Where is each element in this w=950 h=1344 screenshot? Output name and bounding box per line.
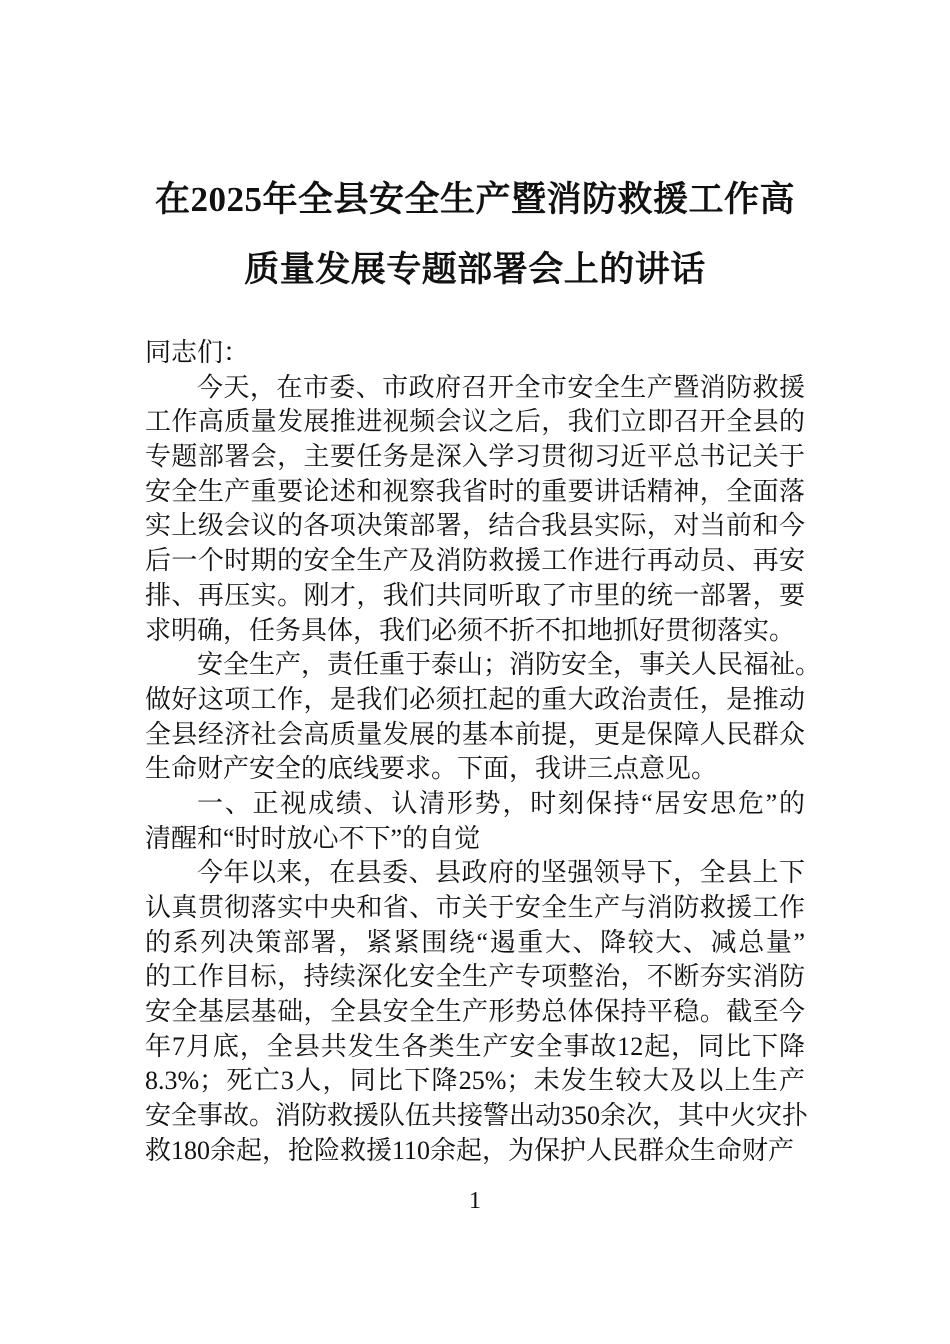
text-line: 安全生产重要论述和视察我省时的重要讲话精神，全面落 (145, 476, 805, 506)
text-line: 8.3%；死亡3人，同比下降25%；未发生较大及以上生产 (145, 1066, 805, 1096)
text-line: 安全事故。消防救援队伍共接警出动350余次，其中火灾扑 (145, 1101, 809, 1131)
text-line: 年7月底，全县共发生各类生产安全事故12起，同比下降 (145, 1031, 805, 1061)
text-line: 的系列决策部署，紧紧围绕“遏重大、降较大、减总量” (145, 927, 805, 957)
paragraph (145, 856, 809, 1168)
paragraph (145, 371, 805, 649)
text-line: 一、正视成绩、认清形势，时刻保持“居安思危”的 (197, 788, 805, 818)
salutation (145, 336, 805, 371)
section-heading (145, 787, 805, 856)
text-line: 实上级会议的各项决策部署，结合我县实际，对当前和今 (145, 511, 805, 541)
text-line: 今天，在市委、市政府召开全市安全生产暨消防救援 (197, 372, 805, 402)
text-line: 同志们： (145, 338, 250, 367)
document-title-line-2: 质量发展专题部署会上的讲话 (244, 250, 706, 289)
text-line: 安全生产，责任重于泰山；消防安全，事关人民福祉。 (197, 650, 822, 680)
text-line: 的工作目标，持续深化安全生产专项整治，不断夯实消防 (145, 962, 805, 992)
text-line: 做好这项工作，是我们必须扛起的重大政治责任，是推动 (145, 684, 805, 714)
text-line: 今年以来，在县委、县政府的坚强领导下，全县上下 (197, 858, 805, 888)
text-line: 救180余起，抢险救援110余起，为保护人民群众生命财产 (145, 1135, 795, 1165)
text-line: 后一个时期的安全生产及消防救援工作进行再动员、再安 (145, 546, 805, 576)
text-line: 专题部署会，主要任务是深入学习贯彻习近平总书记关于 (145, 442, 805, 472)
text-line: 排、再压实。刚才，我们共同听取了市里的统一部署，要 (145, 580, 805, 610)
text-line: 清醒和“时时放心不下”的自觉 (145, 823, 481, 853)
document-title-line-1: 在2025年全县安全生产暨消防救援工作高 (154, 180, 795, 219)
text-line: 全县经济社会高质量发展的基本前提，更是保障人民群众 (145, 719, 805, 749)
page-number: 1 (469, 1188, 481, 1214)
text-line: 生命财产安全的底线要求。下面，我讲三点意见。 (145, 754, 718, 784)
text-line: 认真贯彻落实中央和省、市关于安全生产与消防救援工作 (145, 893, 805, 922)
text-line: 安全基层基础，全县安全生产形势总体保持平稳。截至今 (145, 997, 805, 1027)
text-line: 工作高质量发展推进视频会议之后，我们立即召开全县的 (145, 407, 805, 437)
paragraph (145, 648, 822, 787)
text-line: 求明确，任务具体，我们必须不折不扣地抓好贯彻落实。 (145, 615, 796, 645)
document-body (145, 336, 822, 1169)
